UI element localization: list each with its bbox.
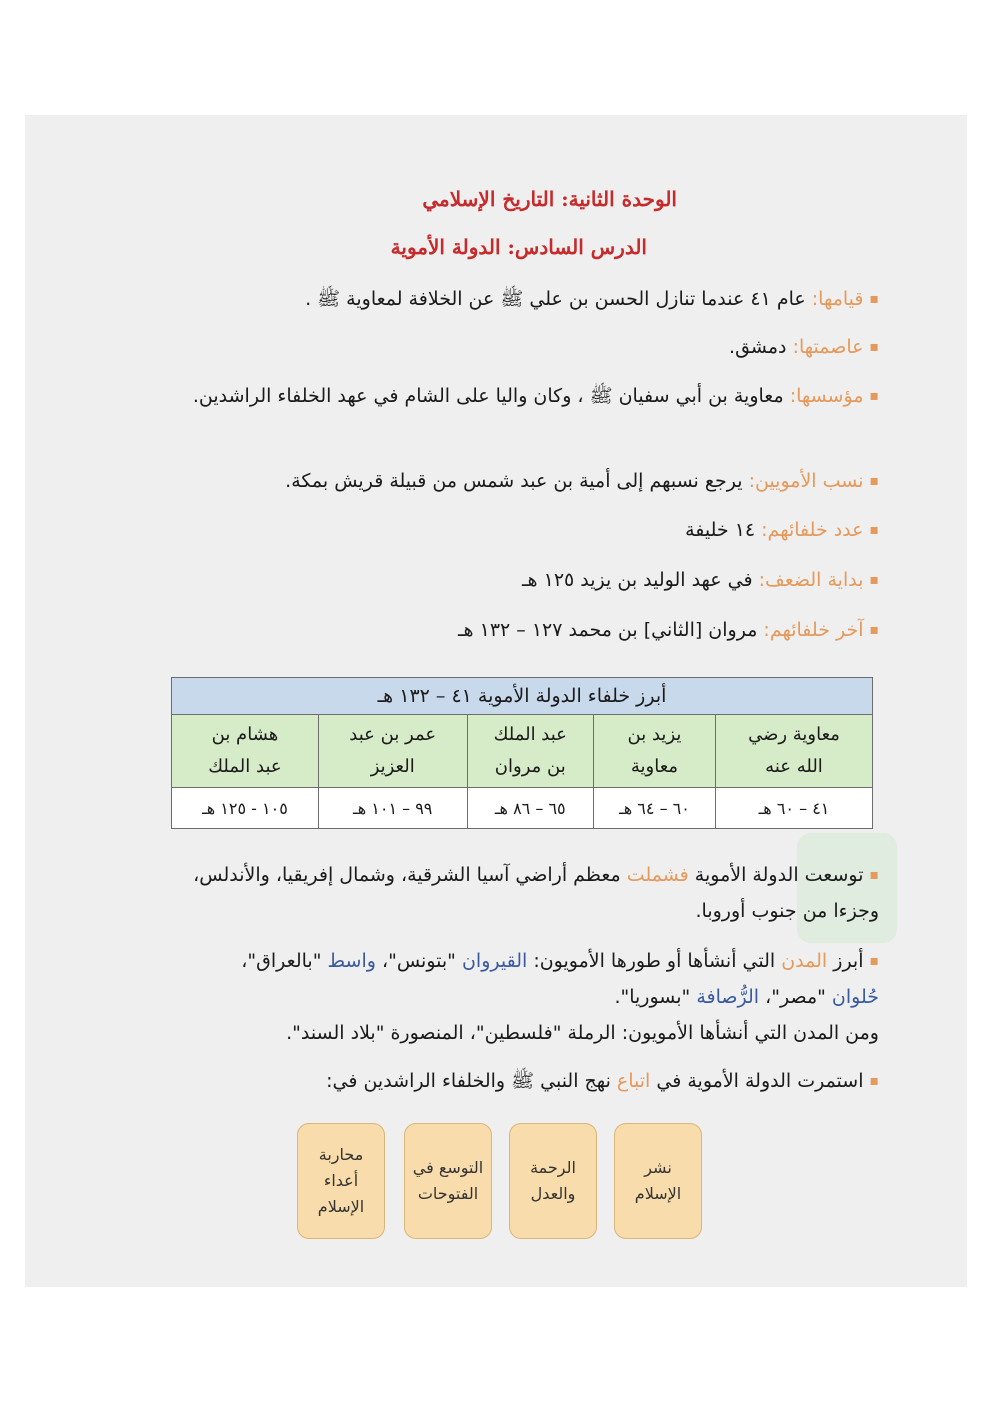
fact-label: عدد خلفائهم: bbox=[761, 519, 864, 541]
caliph-name: يزيد بن معاوية bbox=[593, 715, 715, 788]
table-row-years bbox=[172, 788, 873, 829]
fact-caliph-count bbox=[189, 512, 879, 548]
fact-label: عاصمتها: bbox=[792, 336, 864, 358]
cities-paragraph: ▪أبرز المدن التي أنشأها أو طورها الأمويون: القيروان "بتونس"، واسط "بالعراق"، حُلوان "مصر"، الرُّصافة "بسوريا". ومن المدن التي أنشأها الأمويون: الرملة "فلسطين"، المنصورة "بلاد السند". bbox=[241, 950, 879, 1044]
caliph-name: هشام بن عبد الملك bbox=[172, 715, 319, 788]
achievement-box: محاربة أعداء الإسلام bbox=[297, 1123, 385, 1239]
fact-text: عام ٤١ عندما تنازل الحسن بن علي ﷺ عن الخلافة لمعاوية ﷺ . bbox=[305, 288, 806, 310]
achievement-box: التوسع في الفتوحات bbox=[404, 1123, 492, 1239]
fact-label: بداية الضعف: bbox=[758, 569, 864, 591]
fact-founding bbox=[189, 281, 879, 317]
fact-label: نسب الأمويين: bbox=[748, 470, 864, 492]
caliph-years: ٦٠ – ٦٤ هـ bbox=[593, 788, 715, 829]
fact-label: آخر خلفائهم: bbox=[763, 619, 864, 641]
bullet-marker: ▪ bbox=[869, 291, 879, 307]
achievement-box: الرحمة والعدل bbox=[509, 1123, 597, 1239]
bullet-marker: ▪ bbox=[869, 339, 879, 355]
caliph-name: عبد الملك بن مروان bbox=[467, 715, 593, 788]
fact-founder bbox=[189, 378, 879, 414]
lesson-title: الدرس السادس: الدولة الأموية bbox=[390, 235, 647, 259]
bullet-marker: ▪ bbox=[869, 572, 879, 588]
highlight-word: اتباع bbox=[616, 1070, 651, 1092]
expansion-paragraph: ▪توسعت الدولة الأموية فشملت معظم أراضي آسيا الشرقية، وشمال إفريقيا، والأندلس، وجزءا من جنوب أوروبا. bbox=[193, 864, 879, 922]
bullet-marker: ▪ bbox=[869, 522, 879, 538]
fact-text: في عهد الوليد بن يزيد ١٢٥ هـ bbox=[521, 569, 753, 591]
highlight-word: فشملت bbox=[626, 864, 689, 886]
caliph-years: ٦٥ – ٨٦ هـ bbox=[467, 788, 593, 829]
table-title: أبرز خلفاء الدولة الأموية ٤١ – ١٣٢ هـ bbox=[172, 678, 873, 715]
fact-label: مؤسسها: bbox=[789, 385, 864, 407]
fact-last-caliph bbox=[189, 612, 879, 648]
page-panel bbox=[25, 115, 967, 1287]
more-cities: ومن المدن التي أنشأها الأمويون: الرملة "فلسطين"، المنصورة "بلاد السند". bbox=[286, 1022, 879, 1044]
bullet-marker: ▪ bbox=[869, 953, 879, 969]
bullet-marker: ▪ bbox=[869, 1073, 879, 1089]
bullet-marker: ▪ bbox=[869, 622, 879, 638]
fact-lineage bbox=[189, 463, 879, 499]
fact-decline bbox=[189, 562, 879, 598]
caliphs-table bbox=[171, 677, 873, 829]
fact-text: دمشق. bbox=[729, 336, 787, 358]
bullet-marker: ▪ bbox=[869, 388, 879, 404]
fact-capital bbox=[189, 329, 879, 365]
city-name: واسط bbox=[327, 950, 376, 972]
caliph-name: معاوية رضي الله عنه bbox=[716, 715, 873, 788]
unit-title: الوحدة الثانية: التاريخ الإسلامي bbox=[422, 187, 677, 211]
city-name: القيروان bbox=[461, 950, 528, 972]
city-name: الرُّصافة bbox=[696, 986, 760, 1008]
caliph-name: عمر بن عبد العزيز bbox=[318, 715, 467, 788]
bullet-marker: ▪ bbox=[869, 473, 879, 489]
fact-text: يرجع نسبهم إلى أمية بن عبد شمس من قبيلة قريش بمكة. bbox=[285, 470, 743, 492]
fact-text: ١٤ خليفة bbox=[685, 519, 756, 541]
city-name: حُلوان bbox=[831, 986, 879, 1008]
caliph-years: ٩٩ – ١٠١ هـ bbox=[318, 788, 467, 829]
caliph-years: ١٠٥ - ١٢٥ هـ bbox=[172, 788, 319, 829]
fact-text: معاوية بن أبي سفيان ﷺ ، وكان واليا على الشام في عهد الخلفاء الراشدين. bbox=[192, 385, 784, 407]
continuation-paragraph: ▪استمرت الدولة الأموية في اتباع نهج النبي ﷺ والخلفاء الراشدين في: bbox=[326, 1070, 879, 1092]
lesson-content bbox=[25, 115, 967, 1287]
fact-label: قيامها: bbox=[811, 288, 864, 310]
fact-text: مروان [الثاني] بن محمد ١٢٧ – ١٣٢ هـ bbox=[457, 619, 758, 641]
table-row-names bbox=[172, 715, 873, 788]
achievement-box: نشر الإسلام bbox=[614, 1123, 702, 1239]
caliph-years: ٤١ – ٦٠ هـ bbox=[716, 788, 873, 829]
bullet-marker: ▪ bbox=[869, 867, 879, 883]
